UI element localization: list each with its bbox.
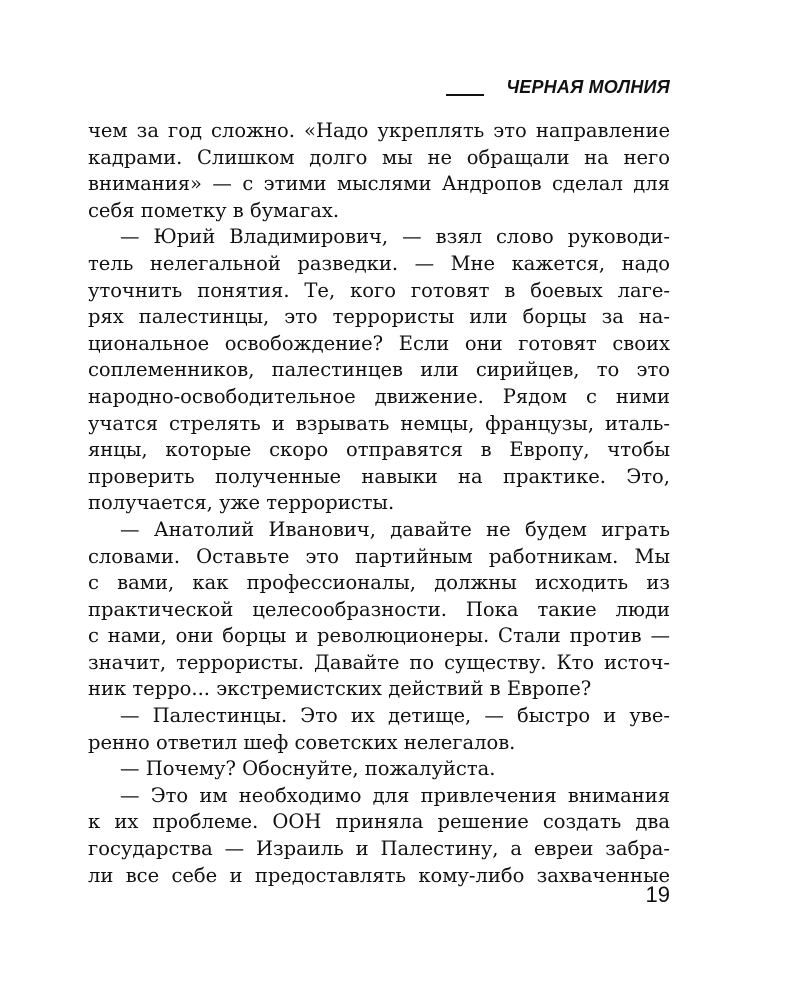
- text-line: соплеменников, палестинцев или сирийцев, то это: [88, 358, 670, 382]
- text-line: получается, уже террористы.: [88, 491, 395, 515]
- text-line: с вами, как профессионалы, должны исходить из: [88, 571, 670, 595]
- text-line: кадрами. Слишком долго мы не обращали на него: [88, 145, 670, 169]
- text-line: внимания» — с этими мыслями Андропов сделал для: [88, 172, 670, 196]
- text-line: янцы, которые скоро отправятся в Европу, чтобы: [88, 438, 670, 462]
- text-line: — Это им необходимо для привлечения внимания: [120, 783, 670, 807]
- running-header: [424, 72, 670, 102]
- header-rule: [446, 94, 484, 96]
- text-line: значит, террористы. Давайте по существу. Кто источ-: [88, 650, 670, 674]
- text-line: государства — Израиль и Палестину, а евреи забра-: [88, 837, 670, 861]
- page-number: 19: [645, 882, 670, 907]
- text-line: проверить полученные навыки на практике. Это,: [88, 464, 670, 488]
- text-line: чем за год сложно. «Надо укреплять это направление: [88, 119, 670, 142]
- book-title: ЧЕРНАЯ МОЛНИЯ: [506, 76, 670, 97]
- text-line: себя пометку в бумагах.: [88, 198, 340, 222]
- text-line: — Палестинцы. Это их детище, — быстро и уве-: [120, 704, 670, 728]
- text-line: — Юрий Владимирович, — взял слово руководи-: [120, 225, 670, 249]
- text-line: тель нелегальной разведки. — Мне кажется, надо: [88, 251, 670, 275]
- text-line: словами. Оставьте это партийным работникам. Мы: [88, 544, 670, 568]
- text-line: с нами, они борцы и революционеры. Стали против —: [88, 624, 670, 648]
- text-line: циональное освобождение? Если они готовят своих: [88, 331, 670, 355]
- page-body-text: [88, 118, 670, 889]
- text-line: практической целесообразности. Пока такие люди: [88, 597, 670, 621]
- text-line: — Анатолий Иванович, давайте не будем играть: [120, 517, 670, 541]
- text-line: ник терро... экстремистских действий в Европе?: [88, 677, 592, 701]
- text-line: уточнить понятия. Те, кого готовят в боевых лаге-: [88, 278, 670, 302]
- text-line: ли все себе и предоставлять кому-либо захваченные: [88, 863, 670, 887]
- text-line: учатся стрелять и взрывать немцы, французы, италь-: [88, 411, 670, 435]
- text-line: — Почему? Обоснуйте, пожалуйста.: [120, 757, 496, 781]
- text-line: народно-освободительное движение. Рядом с ними: [88, 384, 670, 408]
- text-line: ренно ответил шеф советских нелегалов.: [88, 730, 516, 754]
- text-line: к их проблеме. ООН приняла решение создать два: [88, 810, 670, 834]
- text-line: рях палестинцы, это террористы или борцы за на-: [88, 305, 670, 329]
